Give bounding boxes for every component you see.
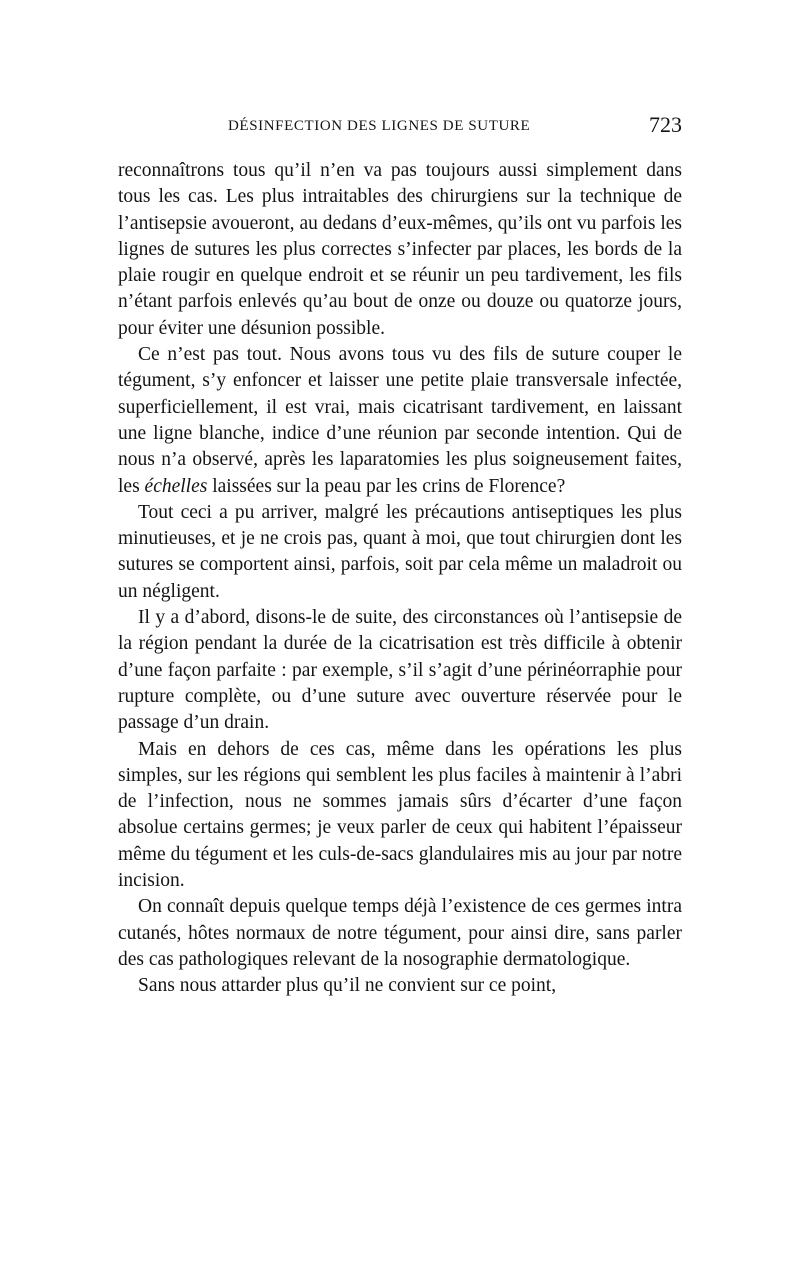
running-head: DÉSINFECTION DES LIGNES DE SUTURE (228, 118, 531, 134)
paragraph-2-ending: laissées sur la peau par les crins de Florence? (207, 475, 566, 497)
page-number: 723 (649, 112, 682, 137)
paragraph-2-text: Ce n’est pas tout. Nous avons tous vu des fils de suture couper le tégument, s’y enfoncer et laisser une petite plaie transversale infectée, superficiellement, il est vrai, mais cicatrisant tardivement, en laissant une ligne blanche, indice d’une réunion par seconde intention. Qui de nous n’a observé, après les laparatomies les plus soigneusement faites, les (118, 344, 682, 497)
paragraph-4: Il y a d’abord, disons-le de suite, des circonstances où l’antisepsie de la région pendant la durée de la cicatrisation est très difficile à obtenir d’une façon parfaite : par exemple, s’il s’agit d’une périnéorraphie pour rupture complète, ou d’une suture avec ouverture réservée pour le passage d’un drain. (118, 607, 682, 734)
italic-term: échelles (144, 475, 208, 497)
paragraph-7: Sans nous attarder plus qu’il ne convient sur ce point, (138, 975, 557, 997)
paragraph-1: reconnaîtrons tous qu’il n’en va pas toujours aussi simplement dans tous les cas. Les plus intraitables des chirurgiens sur la technique de l’antisepsie avoueront, au dedans d’eux-mêmes, qu’ils ont vu parfois les lignes de sutures les plus correctes s’infecter par places, les bords de la plaie rougir en quelque endroit et se réunir un peu tardivement, les fils n’étant parfois enlevés qu’au bout de onze ou douze ou quatorze jours, pour éviter une désunion possible. (118, 160, 682, 339)
paragraph-6: On connaît depuis quelque temps déjà l’existence de ces germes intra cutanés, hôtes normaux de notre tégument, pour ainsi dire, sans parler des cas pathologiques relevant de la nosographie dermatologique. (118, 896, 682, 970)
book-page (118, 112, 682, 1000)
paragraph-5: Mais en dehors de ces cas, même dans les opérations les plus simples, sur les régions qui semblent les plus faciles à maintenir à l’abri de l’infection, nous ne sommes jamais sûrs d’écarter d’une façon absolue certains germes; je veux parler de ceux qui habitent l’épaisseur même du tégument et les culs-de-sacs glandulaires mis au jour par notre incision. (118, 738, 682, 892)
paragraph-3: Tout ceci a pu arriver, malgré les précautions antiseptiques les plus minutieuses, et je ne crois pas, quant à moi, que tout chirurgien dont les sutures se comportent ainsi, parfois, soit par cela même un maladroit ou un négligent. (118, 501, 682, 602)
page-header (118, 112, 682, 144)
paragraph-2 (118, 342, 682, 500)
